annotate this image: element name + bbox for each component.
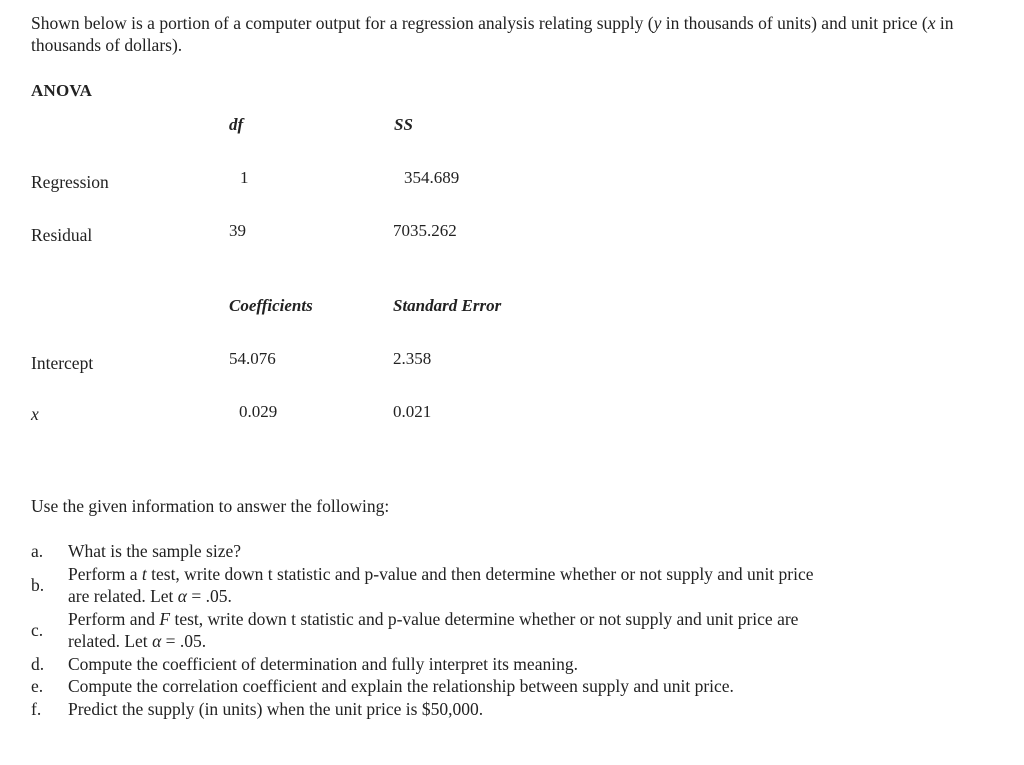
- question-text: Predict the supply (in units) when the unit price is $50,000.: [68, 698, 484, 719]
- ss-header: SS: [394, 115, 413, 134]
- question-c: [31, 608, 831, 653]
- intro-part2: in thousands of units) and unit price (: [661, 13, 928, 33]
- intercept-label: Intercept: [31, 353, 94, 373]
- question-list: [31, 540, 831, 720]
- question-d: [31, 653, 831, 676]
- residual-ss: 7035.262: [393, 221, 457, 240]
- x-coef: 0.029: [239, 402, 278, 421]
- y-symbol: y: [653, 13, 662, 33]
- question-letter: d.: [31, 653, 45, 674]
- question-f: [31, 698, 831, 721]
- question-text: Perform and F test, write down t statistic and p-value determine whether or not supply and unit price are related. Let α = .05.: [68, 608, 799, 651]
- question-text: Compute the correlation coefficient and explain the relationship between supply and unit price.: [68, 676, 734, 696]
- question-letter: b.: [31, 574, 45, 595]
- questions-intro: Use the given information to answer the following:: [31, 496, 390, 516]
- intercept-coef: 54.076: [229, 349, 276, 368]
- x-symbol: x: [927, 13, 936, 33]
- question-letter: a.: [31, 541, 44, 561]
- x-label: x: [31, 404, 39, 424]
- question-letter: c.: [31, 619, 44, 640]
- coefficients-header: Coefficients: [229, 296, 313, 315]
- standard-error-header: Standard Error: [393, 296, 502, 315]
- question-text: What is the sample size?: [68, 541, 241, 561]
- df-header: df: [229, 115, 244, 134]
- residual-label: Residual: [31, 225, 93, 245]
- regression-label: Regression: [31, 172, 109, 192]
- question-a: [31, 540, 831, 563]
- x-se: 0.021: [393, 402, 432, 421]
- question-b: [31, 563, 831, 608]
- anova-heading: ANOVA: [31, 81, 93, 100]
- question-letter: e.: [31, 676, 44, 696]
- regression-df: 1: [240, 168, 249, 187]
- intro-part1: Shown below is a portion of a computer output for a regression analysis relating supply (: [31, 13, 654, 33]
- question-text: Compute the coefficient of determination and fully interpret its meaning.: [68, 653, 578, 674]
- intercept-se: 2.358: [393, 349, 432, 368]
- question-e: [31, 675, 831, 698]
- problem-intro: [31, 12, 1011, 56]
- intro-part3: in thousands of dollars).: [31, 13, 954, 55]
- question-text: Perform a t test, write down t statistic and p-value and then determine whether or not supply and unit price are related. Let α = .05.: [68, 563, 814, 606]
- regression-ss: 354.689: [404, 168, 460, 187]
- residual-df: 39: [229, 221, 246, 240]
- question-letter: f.: [31, 698, 42, 719]
